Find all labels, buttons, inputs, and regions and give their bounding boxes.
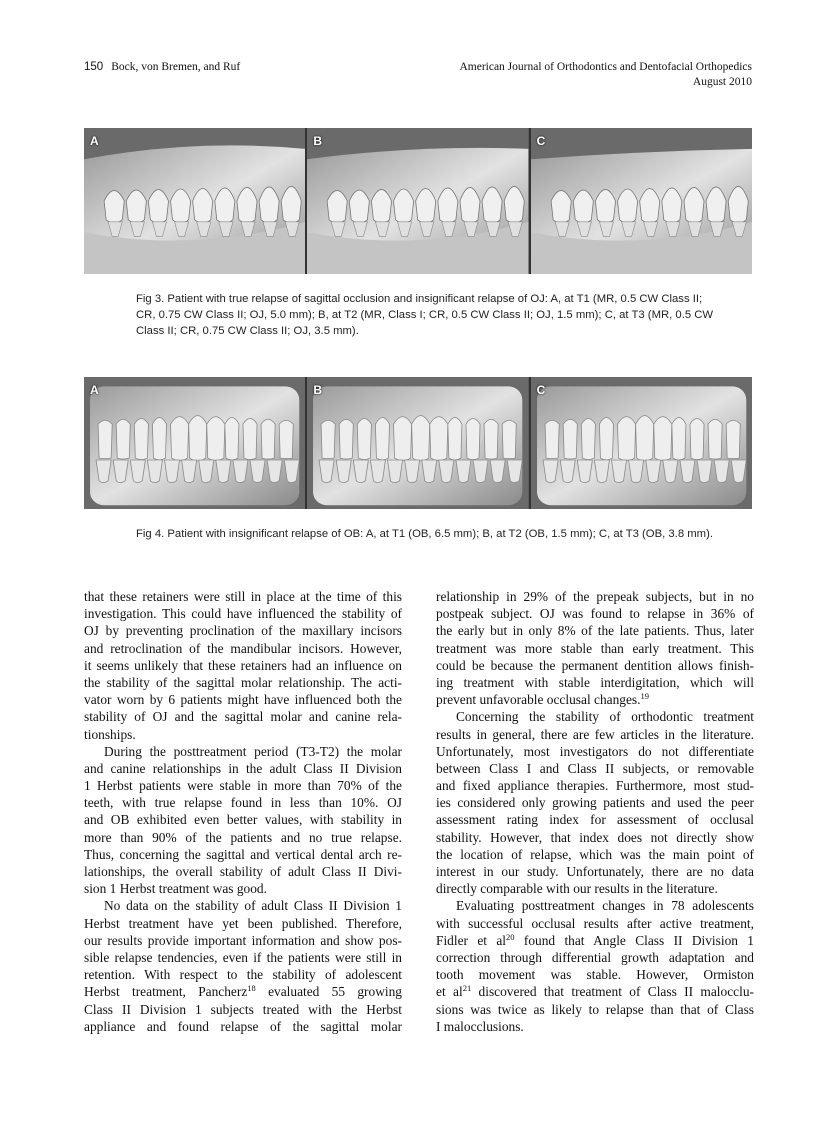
text-line (436, 691, 754, 708)
text-run: et al (436, 984, 463, 1000)
text-line (84, 794, 402, 811)
text-line (436, 949, 754, 966)
citation-superscript: 18 (247, 983, 256, 994)
figure-4-caption: Fig 4. Patient with insignificant relapse of OB: A, at T1 (OB, 6.5 mm); B, at T2 (OB, 1.5 mm); C, at T3 (OB, 3.8 mm). (136, 528, 713, 540)
text-run: more than 90% of the patients and no true relapse. (84, 829, 402, 845)
text-run: relationship in 29% of the prepeak subjects, but in no (436, 589, 754, 604)
text-line (84, 622, 402, 639)
text-run: Concerning the stability of orthodontic treatment (456, 709, 754, 725)
text-line (436, 657, 754, 674)
text-run: Herbst treatment have yet been published. Therefore, (84, 915, 402, 931)
text-line (436, 1001, 754, 1018)
dental-cast-photo (84, 377, 305, 509)
panel-label: C (536, 134, 546, 148)
dental-cast-photo (531, 128, 752, 274)
panel-label: B (313, 383, 322, 397)
text-line (84, 829, 402, 846)
text-run: Thus, concerning the sagittal and vertical dental arch re- (84, 846, 402, 862)
panel-label: B (313, 134, 322, 148)
text-line (84, 915, 402, 932)
text-line (84, 657, 402, 674)
text-line (84, 708, 402, 725)
figure-4-photos (84, 377, 752, 509)
figure-4-panel-c (531, 377, 752, 509)
citation-superscript: 21 (462, 983, 472, 994)
panel-label: C (536, 383, 546, 397)
text-run: between Class I and Class II subjects, or removable (436, 760, 754, 776)
text-line (436, 880, 754, 897)
text-line (84, 1018, 402, 1035)
text-line (84, 880, 402, 897)
text-run: Unfortunately, most investigators do not differentiate (436, 743, 754, 759)
text-run: I malocclusions. (436, 1018, 524, 1034)
text-line (84, 949, 402, 966)
figure-3-panel-b (307, 128, 530, 274)
figure-3-panel-a (84, 128, 307, 274)
text-run: could be because the permanent dentition allows finish- (436, 657, 754, 673)
figure-3-panel-c (531, 128, 752, 274)
text-run: interest in our study. Unfortunately, there are no data (436, 864, 754, 879)
text-line (436, 1018, 754, 1035)
text-run: ing treatment with stable interdigitation, which will (436, 674, 754, 690)
text-run: tionships. (84, 726, 136, 742)
text-run: and OB exhibited even better values, with stability in (84, 812, 402, 828)
text-line (436, 640, 754, 657)
text-run: the stability of the sagittal molar relationship. The acti- (84, 674, 402, 690)
text-run: OJ by preventing proclination of the maxillary incisors (84, 623, 402, 639)
text-run: lationships, the overall stability of adult Class II Divi- (84, 864, 402, 879)
text-line (84, 863, 402, 880)
text-line (84, 691, 402, 708)
figure-3-photos (84, 128, 752, 274)
figure-4-panel-a (84, 377, 307, 509)
text-line (84, 674, 402, 691)
running-header-left (84, 60, 240, 75)
text-line (436, 622, 754, 639)
text-run: prevent unfavorable occlusal changes. (436, 692, 641, 708)
text-line (436, 932, 754, 949)
text-run: the location of relapse, which was the main point of (436, 846, 754, 862)
body-column-left (84, 588, 402, 1035)
panel-label: A (90, 134, 99, 148)
dental-cast-photo (84, 128, 305, 274)
figure-4-panel-b (307, 377, 530, 509)
text-run: and fixed appliance therapies. Furthermore, most stud- (436, 778, 754, 794)
text-line (436, 829, 754, 846)
text-run: directly comparable with our results in the literature. (436, 881, 718, 897)
text-line (436, 743, 754, 760)
text-run: results in general, there are few articles in the literature. (436, 726, 754, 742)
text-line (84, 777, 402, 794)
text-run: stability of OJ and the sagittal molar and canine rela- (84, 709, 402, 725)
text-run: discovered that treatment of Class II malocclu- (471, 984, 754, 1000)
dental-cast-photo (307, 377, 528, 509)
text-run: it seems unlikely that these retainers had an influence on (84, 657, 402, 673)
text-line (84, 897, 402, 914)
panel-label: A (90, 383, 99, 397)
text-line (436, 983, 754, 1000)
text-line (84, 983, 402, 1000)
text-line (436, 915, 754, 932)
text-line (84, 640, 402, 657)
text-run: Evaluating posttreatment changes in 78 adolescents (456, 898, 754, 914)
text-run: found that Angle Class II Division 1 (514, 932, 755, 948)
text-run: sible relapse tendencies, even if the patients were still in (84, 949, 402, 965)
text-run: Class II Division 1 subjects treated with the Herbst (84, 1001, 402, 1017)
text-line (84, 588, 402, 605)
journal-title: American Journal of Orthodontics and Dentofacial Orthopedics (459, 61, 752, 73)
text-run: stability. However, that index does not directly show (436, 829, 754, 845)
text-line (436, 966, 754, 983)
text-line (84, 1001, 402, 1018)
text-run: During the posttreatment period (T3-T2) the molar (104, 743, 402, 759)
text-line (84, 966, 402, 983)
issue-date: August 2010 (692, 76, 752, 88)
text-line (84, 743, 402, 760)
text-run: Fidler et al (436, 932, 507, 948)
text-run: appliance and found relapse of the sagittal molar (84, 1018, 402, 1034)
authors: Bock, von Bremen, and Ruf (111, 61, 241, 73)
text-run: tooth movement was stable. However, Ormiston (436, 967, 754, 983)
text-run: and retroclination of the mandibular incisors. However, (84, 640, 402, 656)
text-run: vator worn by 6 patients might have influenced both the (84, 692, 402, 708)
figure-3-caption: Fig 3. Patient with true relapse of sagittal occlusion and insignificant relapse of OJ: A, at T1 (MR, 0.5 CW Class II; CR, 0.75 CW Class II; OJ, 5.0 mm); B, at T2 (MR, Class I; CR, 0.5 CW Class II; OJ, 1.5 mm); C, at T3 (MR, 0.5 CW Class II; CR, 0.75 CW Class II; OJ, 3.5 mm). (136, 293, 714, 337)
text-run: treatment was more stable than early treatment. This (436, 640, 754, 656)
text-run: No data on the stability of adult Class II Division 1 (104, 898, 402, 914)
text-line (436, 846, 754, 863)
text-line (84, 605, 402, 622)
text-line (436, 605, 754, 622)
text-run: ies considered only growing patients and used the peer (436, 795, 754, 811)
text-run: retention. With respect to the stability of adolescent (84, 967, 402, 983)
citation-superscript: 19 (640, 691, 649, 702)
text-line (84, 811, 402, 828)
text-line (436, 588, 754, 605)
text-line (436, 760, 754, 777)
text-line (436, 897, 754, 914)
text-line (436, 674, 754, 691)
text-line (436, 777, 754, 794)
text-run: that these retainers were still in place at the time of this (84, 589, 402, 604)
text-run: sion 1 Herbst treatment was good. (84, 881, 267, 897)
text-run: 1 Herbst patients were stable in more than 70% of the (84, 778, 402, 794)
page-number: 150 (84, 61, 104, 73)
dental-cast-photo (531, 377, 752, 509)
text-run: with successful occlusal results after active treatment, (436, 915, 754, 931)
text-line (436, 794, 754, 811)
text-line (436, 811, 754, 828)
body-column-right (436, 588, 754, 1035)
text-line (436, 726, 754, 743)
dental-cast-photo (307, 128, 528, 274)
text-run: evaluated 55 growing (255, 984, 402, 1000)
citation-superscript: 20 (506, 931, 515, 942)
text-run: assessment rating index for assessment of occlusal (436, 812, 754, 828)
text-run: Herbst treatment, Pancherz (84, 984, 248, 1000)
text-run: our results provide important information and show pos- (84, 932, 402, 948)
text-line (84, 726, 402, 743)
text-line (84, 932, 402, 949)
text-line (436, 863, 754, 880)
text-run: correction through differential growth adaptation and (436, 949, 754, 965)
text-run: and canine relationships in the adult Class II Division (84, 760, 402, 776)
text-run: teeth, with true relapse found in less than 10%. OJ (84, 795, 402, 811)
text-run: investigation. This could have influenced the stability of (84, 606, 402, 622)
text-run: sions was twice as likely to relapse than that of Class (436, 1001, 754, 1017)
text-line (84, 846, 402, 863)
text-run: the early but in only 8% of the late patients. Thus, later (436, 623, 754, 639)
text-line (84, 760, 402, 777)
text-line (436, 708, 754, 725)
text-run: postpeak subject. OJ was found to relapse in 36% of (436, 606, 754, 622)
running-header-right (459, 60, 752, 90)
